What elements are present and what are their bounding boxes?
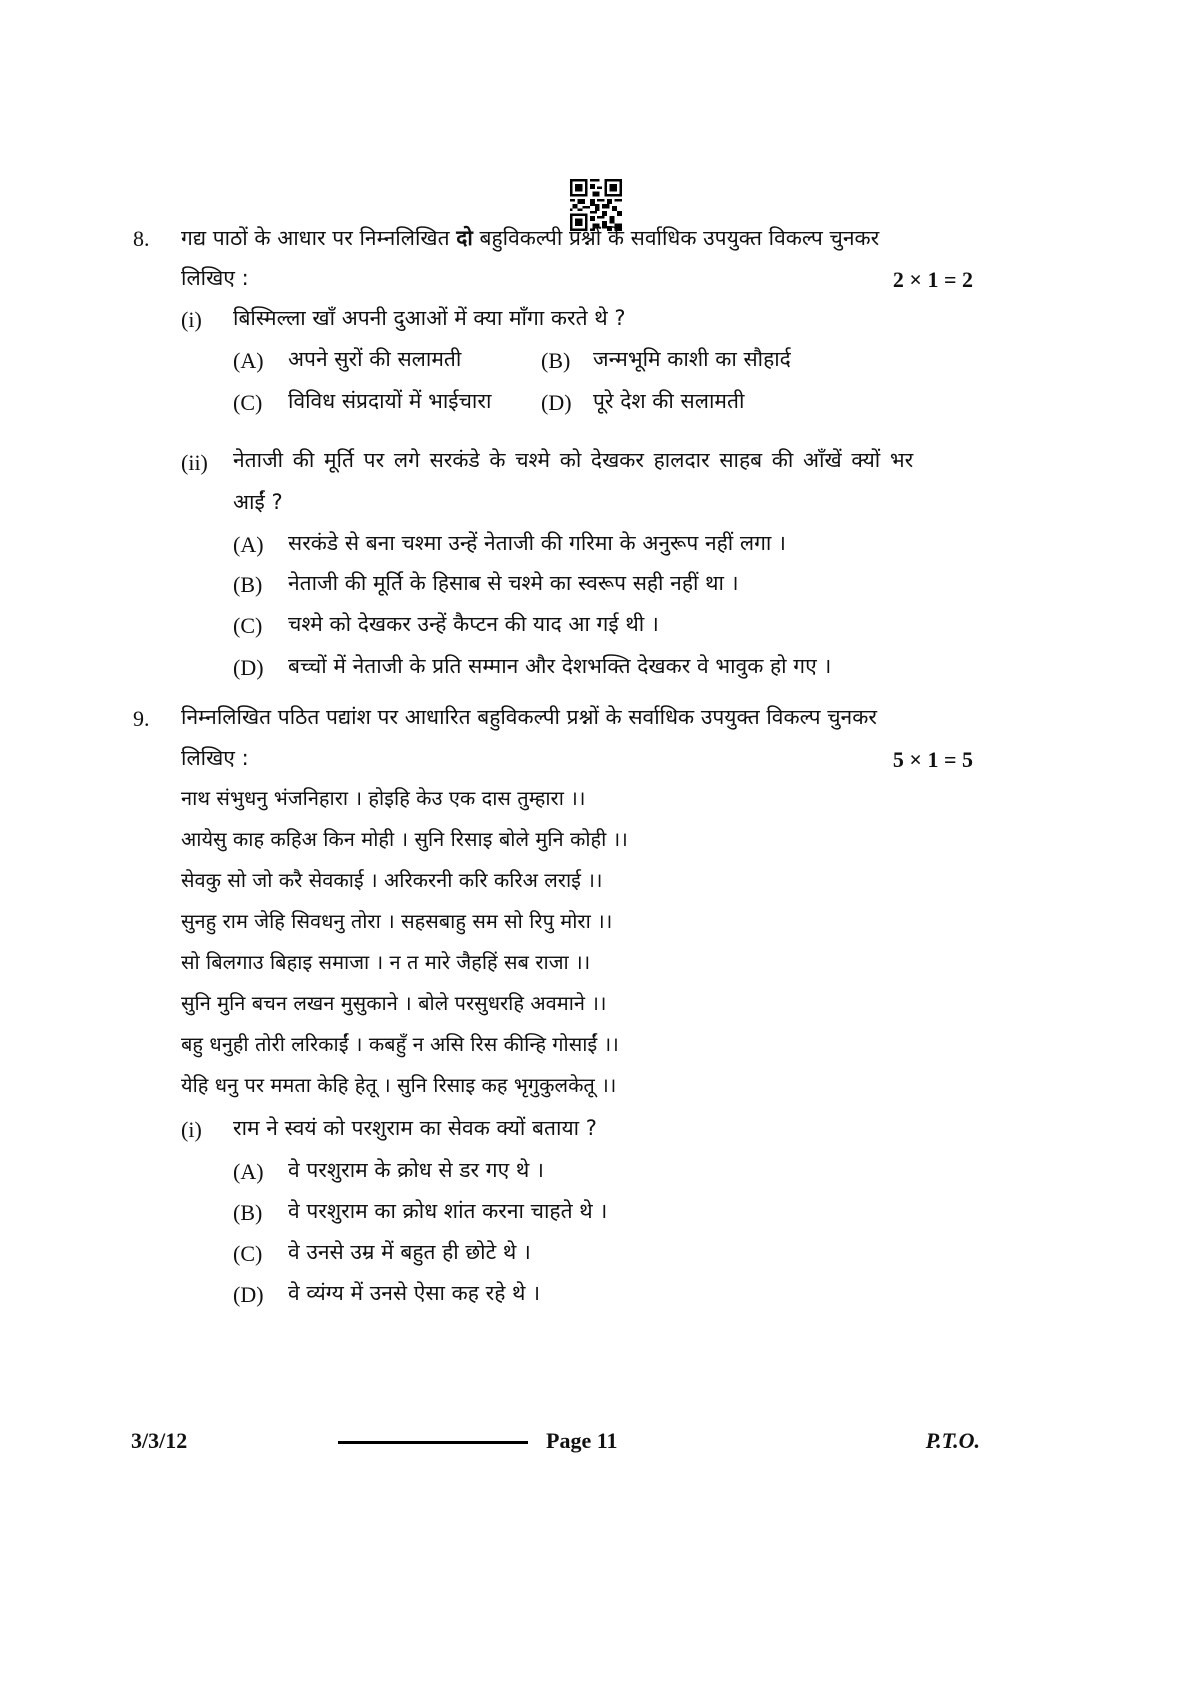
option-label: (C) [233, 1241, 263, 1266]
instruction-emphasis: दो [456, 226, 473, 250]
sub-question-label: (i) [181, 1117, 202, 1142]
sub-question-text: नेताजी की मूर्ति पर लगे सरकंडे के चश्मे को देखकर हालदार साहब की आँखें क्यों भर [233, 448, 914, 472]
verse-line: सुनहु राम जेहि सिवधनु तोरा । सहसबाहु सम सो रिपु मोरा ।। [181, 909, 613, 933]
option-label: (D) [233, 655, 264, 680]
option-text: वे परशुराम का क्रोध शांत करना चाहते थे । [288, 1199, 608, 1223]
option-label: (B) [233, 1200, 263, 1225]
option-label: (B) [541, 348, 571, 373]
option-label: (C) [233, 613, 263, 638]
option-text: वे परशुराम के क्रोध से डर गए थे । [288, 1158, 544, 1182]
verse-line: येहि धनु पर ममता केहि हेतू । सुनि रिसाइ कह भृगुकुलकेतू ।। [181, 1073, 617, 1097]
option-text: जन्मभूमि काशी का सौहार्द [593, 347, 791, 371]
question-number: 8. [133, 226, 150, 251]
question-marks: 5 × 1 = 5 [892, 747, 973, 772]
question-instruction: निम्नलिखित पठित पद्यांश पर आधारित बहुविकल्पी प्रश्नों के सर्वाधिक उपयुक्त विकल्प चुनकर [181, 705, 877, 729]
option-label: (A) [233, 1159, 264, 1184]
option-text: पूरे देश की सलामती [593, 389, 745, 413]
verse-line: नाथ संभुधनु भंजनिहारा । होइहि केउ एक दास तुम्हारा ।। [181, 786, 586, 810]
please-turn-over: P.T.O. [925, 1428, 980, 1453]
question-instruction [181, 224, 879, 252]
option-label: (B) [233, 572, 263, 597]
sub-question-label: (i) [181, 307, 202, 332]
option-label: (A) [233, 532, 264, 557]
verse-line: आयेसु काह कहिअ किन मोही । सुनि रिसाइ बोले मुनि कोही ।। [181, 827, 628, 851]
option-text: वे व्यंग्य में उनसे ऐसा कह रहे थे । [288, 1281, 541, 1305]
page-number: Page 11 [546, 1428, 618, 1453]
option-text: चश्मे को देखकर उन्हें कैप्टन की याद आ गई थी । [288, 612, 659, 636]
sub-question-text: राम ने स्वयं को परशुराम का सेवक क्यों बताया ? [233, 1116, 597, 1140]
option-text: सरकंडे से बना चश्मा उन्हें नेताजी की गरिमा के अनुरूप नहीं लगा । [288, 531, 787, 555]
option-text: नेताजी की मूर्ति के हिसाब से चश्मे का स्वरूप सही नहीं था । [288, 571, 739, 595]
question-marks: 2 × 1 = 2 [892, 267, 973, 292]
option-label: (D) [233, 1282, 264, 1307]
question-instruction-line2: लिखिए : [181, 266, 249, 290]
option-label: (D) [541, 390, 572, 415]
option-label: (C) [233, 390, 263, 415]
instruction-text: बहुविकल्पी प्रश्नों के सर्वाधिक उपयुक्त विकल्प चुनकर [472, 226, 880, 250]
verse-line: बहु धनुही तोरी लरिकाईं । कबहुँ न असि रिस कीन्हि गोसाईं ।। [181, 1032, 619, 1056]
sub-question-text: बिस्मिल्ला खाँ अपनी दुआओं में क्या माँगा करते थे ? [233, 306, 626, 330]
instruction-text: गद्य पाठों के आधार पर निम्नलिखित [181, 226, 457, 250]
option-text: वे उनसे उम्र में बहुत ही छोटे थे । [288, 1240, 531, 1264]
question-number: 9. [133, 706, 150, 731]
paper-code: 3/3/12 [131, 1428, 188, 1453]
option-text: अपने सुरों की सलामती [288, 347, 462, 371]
verse-line: सेवकु सो जो करै सेवकाई । अरिकरनी करि करिअ लराई ।। [181, 868, 603, 892]
sub-question-label: (ii) [181, 450, 208, 475]
option-text: विविध संप्रदायों में भाईचारा [288, 389, 492, 413]
footer-divider [338, 1441, 528, 1444]
option-text: बच्चों में नेताजी के प्रति सम्मान और देशभक्ति देखकर वे भावुक हो गए । [288, 654, 832, 678]
verse-line: सो बिलगाउ बिहाइ समाजा । न त मारे जैहहिं सब राजा ।। [181, 950, 591, 974]
option-label: (A) [233, 348, 264, 373]
question-instruction-line2: लिखिए : [181, 746, 249, 770]
verse-line: सुनि मुनि बचन लखन मुसुकाने । बोले परसुधरहि अवमाने ।। [181, 991, 607, 1015]
sub-question-text-line2: आईं ? [233, 490, 283, 514]
